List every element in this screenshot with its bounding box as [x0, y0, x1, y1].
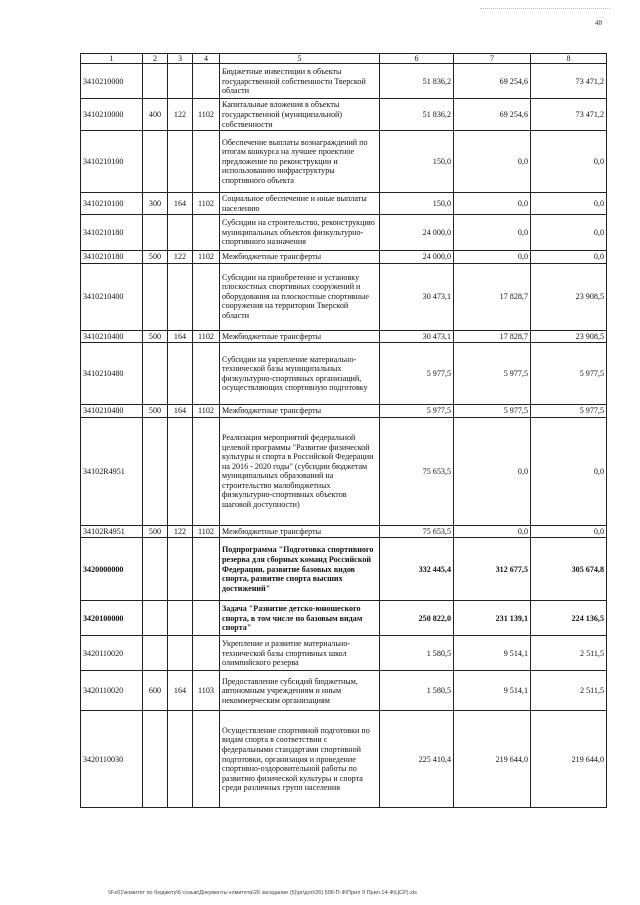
row-admin-cell: 122 [168, 525, 193, 538]
row-type-cell [143, 417, 168, 525]
row-value-col7-cell: 0,0 [454, 215, 531, 251]
row-description-cell: Субсидии на приобретение и установку плоскостных спортивных сооружений и оборудования на плоскостные спортивные сооружения на территории Тверской области [220, 263, 380, 330]
row-section-cell: 1102 [193, 99, 220, 131]
row-type-cell [143, 711, 168, 808]
row-section-cell [193, 131, 220, 193]
row-code-cell: 3410210100 [81, 131, 143, 193]
row-code-cell: 3410210180 [81, 251, 143, 264]
row-value-col7-cell: 0,0 [454, 251, 531, 264]
row-code-cell: 3420110020 [81, 671, 143, 711]
row-value-col6-cell: 24 000,0 [380, 251, 454, 264]
column-header: 1 [81, 54, 143, 64]
table-row [81, 131, 607, 193]
row-admin-cell: 164 [168, 671, 193, 711]
row-type-cell [143, 131, 168, 193]
row-value-col7-cell: 231 139,1 [454, 601, 531, 636]
row-value-col8-cell: 0,0 [531, 193, 607, 215]
row-value-col8-cell: 219 644,0 [531, 711, 607, 808]
row-value-col7-cell: 69 254,6 [454, 99, 531, 131]
row-code-cell: 3420100000 [81, 601, 143, 636]
column-header: 4 [193, 54, 220, 64]
row-value-col7-cell: 9 514,1 [454, 671, 531, 711]
row-description-cell: Предоставление субсидий бюджетным, автономным учреждениям и иным некоммерческим организациям [220, 671, 380, 711]
row-value-col8-cell: 23 908,5 [531, 330, 607, 343]
row-value-col8-cell: 0,0 [531, 251, 607, 264]
row-value-col7-cell: 5 977,5 [454, 405, 531, 418]
row-section-cell [193, 636, 220, 671]
row-type-cell: 500 [143, 405, 168, 418]
row-description-cell: Межбюджетные трансферты [220, 330, 380, 343]
row-value-col6-cell: 30 473,1 [380, 330, 454, 343]
row-value-col6-cell: 51 836,2 [380, 99, 454, 131]
scan-artifact-line [480, 8, 610, 10]
row-description-cell: Реализация мероприятий федеральной целевой программы "Развитие физической культуры и спорта в Российской Федерации на 2016 - 2020 годы" (субсидии бюджетам муниципальных образований на строительство малобюджетных физкультурно-спортивных объектов шаговой доступности) [220, 417, 380, 525]
row-admin-cell [168, 538, 193, 601]
row-value-col6-cell: 5 977,5 [380, 405, 454, 418]
row-admin-cell [168, 601, 193, 636]
table-row [81, 330, 607, 343]
row-value-col8-cell: 224 136,5 [531, 601, 607, 636]
row-description-cell: Задача "Развитие детско-юношеского спорта, в том числе по базовым видам спорта" [220, 601, 380, 636]
row-value-col7-cell: 0,0 [454, 417, 531, 525]
row-section-cell: 1102 [193, 405, 220, 418]
row-code-cell: 3410210000 [81, 64, 143, 99]
row-type-cell: 400 [143, 99, 168, 131]
column-header: 2 [143, 54, 168, 64]
row-value-col8-cell: 73 471,2 [531, 64, 607, 99]
row-description-cell: Бюджетные инвестиции в объекты государственной собственности Тверской области [220, 64, 380, 99]
row-description-cell: Межбюджетные трансферты [220, 251, 380, 264]
row-code-cell: 34102R4951 [81, 525, 143, 538]
row-value-col8-cell: 0,0 [531, 215, 607, 251]
table-row [81, 263, 607, 330]
row-admin-cell [168, 263, 193, 330]
row-type-cell: 500 [143, 525, 168, 538]
row-description-cell: Социальное обеспечение и иные выплаты населению [220, 193, 380, 215]
row-value-col6-cell: 150,0 [380, 193, 454, 215]
row-value-col8-cell: 2 511,5 [531, 671, 607, 711]
row-admin-cell: 164 [168, 330, 193, 343]
row-type-cell [143, 343, 168, 405]
row-value-col8-cell: 5 977,5 [531, 405, 607, 418]
column-header: 8 [531, 54, 607, 64]
row-value-col8-cell: 73 471,2 [531, 99, 607, 131]
row-value-col6-cell: 30 473,1 [380, 263, 454, 330]
row-value-col8-cell: 23 908,5 [531, 263, 607, 330]
row-value-col6-cell: 75 653,5 [380, 525, 454, 538]
table-row [81, 525, 607, 538]
table-row [81, 636, 607, 671]
row-value-col7-cell: 312 677,5 [454, 538, 531, 601]
row-section-cell [193, 215, 220, 251]
row-type-cell [143, 64, 168, 99]
row-type-cell [143, 263, 168, 330]
row-code-cell: 3410210400 [81, 330, 143, 343]
row-value-col6-cell: 24 000,0 [380, 215, 454, 251]
row-section-cell [193, 538, 220, 601]
row-section-cell: 1103 [193, 671, 220, 711]
row-admin-cell: 122 [168, 251, 193, 264]
row-value-col8-cell: 305 674,8 [531, 538, 607, 601]
row-admin-cell [168, 64, 193, 99]
column-header: 3 [168, 54, 193, 64]
row-section-cell: 1102 [193, 251, 220, 264]
row-section-cell [193, 711, 220, 808]
row-code-cell: 3410210480 [81, 343, 143, 405]
row-code-cell: 3420000000 [81, 538, 143, 601]
row-value-col6-cell: 75 653,5 [380, 417, 454, 525]
row-value-col8-cell: 5 977,5 [531, 343, 607, 405]
row-admin-cell: 164 [168, 405, 193, 418]
row-section-cell: 1102 [193, 193, 220, 215]
table-row [81, 601, 607, 636]
row-admin-cell [168, 131, 193, 193]
row-admin-cell: 122 [168, 99, 193, 131]
column-header: 6 [380, 54, 454, 64]
row-section-cell [193, 263, 220, 330]
row-value-col7-cell: 17 828,7 [454, 263, 531, 330]
row-value-col8-cell: 0,0 [531, 131, 607, 193]
table-row [81, 215, 607, 251]
table-row [81, 671, 607, 711]
row-value-col7-cell: 0,0 [454, 525, 531, 538]
row-description-cell: Капитальные вложения в объекты государственной (муниципальной) собственности [220, 99, 380, 131]
row-value-col6-cell: 1 580,5 [380, 636, 454, 671]
row-value-col7-cell: 5 977,5 [454, 343, 531, 405]
row-admin-cell [168, 636, 193, 671]
row-description-cell: Подпрограмма "Подготовка спортивного резерва для сборных команд Российской Федерации, развитие базовых видов спорта, развитие спорта высших достижений" [220, 538, 380, 601]
row-section-cell [193, 417, 220, 525]
table-row [81, 193, 607, 215]
row-value-col6-cell: 250 822,0 [380, 601, 454, 636]
row-section-cell [193, 343, 220, 405]
row-value-col6-cell: 1 580,5 [380, 671, 454, 711]
row-code-cell: 3420110020 [81, 636, 143, 671]
row-type-cell: 600 [143, 671, 168, 711]
row-value-col6-cell: 150,0 [380, 131, 454, 193]
row-description-cell: Межбюджетные трансферты [220, 405, 380, 418]
row-value-col7-cell: 0,0 [454, 131, 531, 193]
row-code-cell: 3410210180 [81, 215, 143, 251]
row-admin-cell [168, 215, 193, 251]
row-description-cell: Укрепление и развитие материально-технической базы спортивных школ олимпийского резерва [220, 636, 380, 671]
row-value-col8-cell: 0,0 [531, 525, 607, 538]
row-value-col7-cell: 9 514,1 [454, 636, 531, 671]
page-number: 48 [595, 19, 602, 27]
table-row [81, 417, 607, 525]
row-type-cell: 500 [143, 251, 168, 264]
row-section-cell [193, 64, 220, 99]
row-value-col7-cell: 69 254,6 [454, 64, 531, 99]
row-value-col8-cell: 0,0 [531, 417, 607, 525]
row-value-col7-cell: 219 644,0 [454, 711, 531, 808]
row-value-col7-cell: 0,0 [454, 193, 531, 215]
column-header: 7 [454, 54, 531, 64]
row-type-cell: 500 [143, 330, 168, 343]
table-row [81, 64, 607, 99]
row-code-cell: 3410210400 [81, 263, 143, 330]
row-value-col6-cell: 51 836,2 [380, 64, 454, 99]
row-code-cell: 3410210000 [81, 99, 143, 131]
row-type-cell: 300 [143, 193, 168, 215]
row-code-cell: 3420110030 [81, 711, 143, 808]
row-value-col6-cell: 225 410,4 [380, 711, 454, 808]
row-description-cell: Обеспечение выплаты вознаграждений по итогам конкурса на лучшее проектное предложение по реконструкции и использованию инфраструктуры спортивного объекта [220, 131, 380, 193]
row-type-cell [143, 538, 168, 601]
row-admin-cell [168, 343, 193, 405]
row-value-col8-cell: 2 511,5 [531, 636, 607, 671]
row-value-col6-cell: 5 977,5 [380, 343, 454, 405]
column-header-row [81, 54, 607, 64]
row-section-cell: 1102 [193, 525, 220, 538]
table-row [81, 711, 607, 808]
row-type-cell [143, 636, 168, 671]
row-value-col7-cell: 17 828,7 [454, 330, 531, 343]
row-admin-cell [168, 417, 193, 525]
row-description-cell: Осуществление спортивной подготовки по видам спорта в соответствии с федеральными стандартами спортивной подготовки, организация и проведение спортивно-оздоровительной работы по развитию физической культуры и спорта среди различных групп населения [220, 711, 380, 808]
table-row [81, 99, 607, 131]
row-value-col6-cell: 332 445,4 [380, 538, 454, 601]
row-section-cell [193, 601, 220, 636]
row-code-cell: 3410210100 [81, 193, 143, 215]
row-admin-cell: 164 [168, 193, 193, 215]
row-type-cell [143, 601, 168, 636]
row-description-cell: Субсидии на строительство, реконструкцию муниципальных объектов физкультурно-спортивного назначения [220, 215, 380, 251]
table-row [81, 538, 607, 601]
column-header: 5 [220, 54, 380, 64]
row-description-cell: Субсидии на укрепление материально-технической базы муниципальных физкультурно-спортивных организаций, осуществляющих спортивную подготовку [220, 343, 380, 405]
row-description-cell: Межбюджетные трансферты [220, 525, 380, 538]
table-row [81, 405, 607, 418]
row-code-cell: 3410210480 [81, 405, 143, 418]
budget-table [80, 53, 607, 808]
row-code-cell: 34102R4951 [81, 417, 143, 525]
row-type-cell [143, 215, 168, 251]
table-row [81, 251, 607, 264]
row-section-cell: 1102 [193, 330, 220, 343]
file-path-footer: \\Fs01\комитет по бюджету\6 созыв\Документы комитета\26 заседание (5)\pr\дoп\26) 508-П-Ф\Прил 9 Прил.14-Ф\ЦСР).xls [108, 890, 417, 896]
row-admin-cell [168, 711, 193, 808]
table-row [81, 343, 607, 405]
